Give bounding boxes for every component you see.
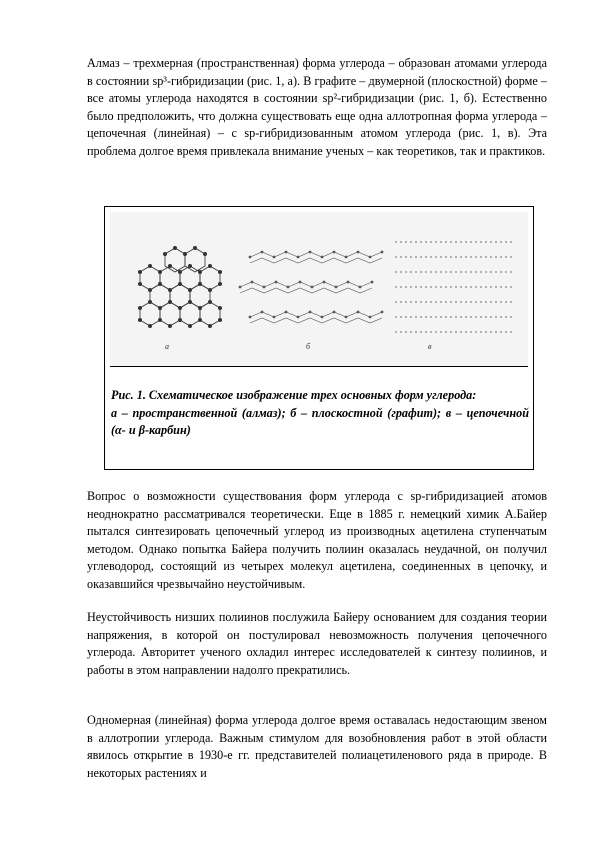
figure-carbon-forms xyxy=(104,206,534,470)
figure-illustration xyxy=(110,212,528,367)
paragraph-bayer: Вопрос о возможности существования форм углерода с sp-гибридизацией атомов неоднократно рассматривался теоретически. Еще в 1885 г. немецкий химик А.Байер пытался синтезировать цепочечный углерод из производных ацетилена ступенчатым методом. Однако попытка Байера получить полиин оказалась неудачной, он получил углеводород, состоящий из четырех молекул ацетилена, соединенных в цепочку, и оказавшийся чрезвычайно неустойчивым. xyxy=(87,489,547,591)
sublabel-c: в xyxy=(428,342,432,351)
diamond-lattice xyxy=(140,248,220,326)
paragraph-linear-form: Одномерная (линейная) форма углерода долгое время оставалась недостающим звеном в аллотропии углерода. Важным стимулом для возобновления работ в этой области явилось открытие в 1930-е гг. представителей полиацетиленового ряда в природе. В некоторых растениях и xyxy=(87,713,547,780)
sublabel-a: а xyxy=(165,342,169,351)
carbyne-chains xyxy=(395,242,515,332)
caption-title: Рис. 1. Схематическое изображение трех основных форм углерода: xyxy=(111,388,477,402)
caption-description: а – пространственной (алмаз); б – плоскостной (графит); в – цепочечной (α- и β-карбин) xyxy=(111,405,529,438)
paragraph-instability: Неустойчивость низших полиинов послужила Байеру основанием для создания теории напряжения, в которой он постулировал невозможность получения цепочечного углерода. Авторитет ученого охладил интерес исследователей к синтезу полиинов, и работы в этом направлении надолго прекратились. xyxy=(87,610,547,677)
carbon-structures-drawing xyxy=(110,212,528,366)
sublabel-b: б xyxy=(306,342,311,351)
figure-caption xyxy=(111,387,529,440)
paragraph-intro: Алмаз – трехмерная (пространственная) форма углерода – образован атомами углерода в состоянии sp³-гибридизации (рис. 1, а). В графите – двумерной (плоскостной) форме – все атомы углерода находятся в состоянии sp²-гибридизации (рис. 1, б). Естественно было предположить, что должна существовать еще одна аллотропная форма углерода – цепочечная (линейная) – с sp-гибридизованным атомом углерода (рис. 1, в). Эта проблема долгое время привлекала внимание ученых – как теоретиков, так и практиков. xyxy=(87,56,547,158)
